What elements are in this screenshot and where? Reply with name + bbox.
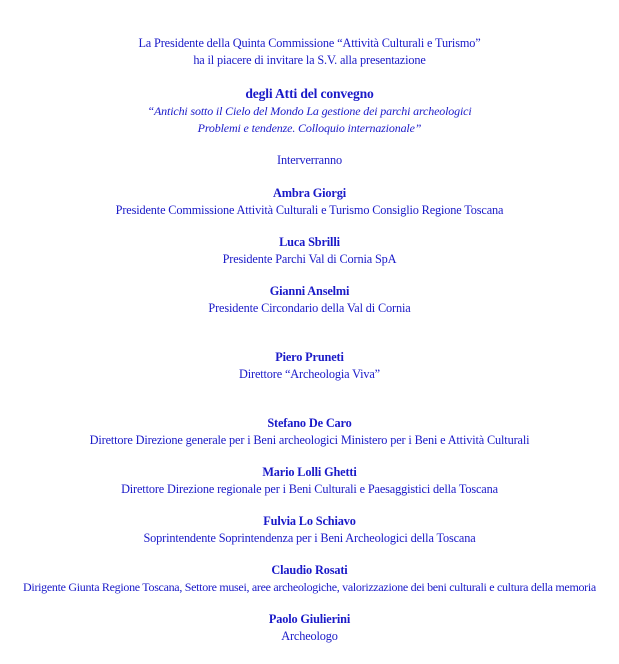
speaker-role: Direttore “Archeologia Viva” — [239, 367, 380, 381]
speaker-role: Presidente Circondario della Val di Cornia — [208, 301, 411, 315]
speaker-name: Paolo Giulierini — [268, 612, 351, 626]
speaker-role: Dirigente Giunta Regione Toscana, Settore musei, aree archeologiche, valorizzazione dei beni culturali e cultura della memoria — [23, 580, 596, 594]
event-subtitle-line-1: “Antichi sotto il Cielo del Mondo La gestione dei parchi archeologici — [147, 104, 472, 118]
speaker-role: Archeologo — [281, 629, 338, 643]
event-subtitle-line-2: Problemi e tendenze. Colloquio internazionale” — [197, 121, 422, 135]
speaker-name: Gianni Anselmi — [269, 284, 350, 298]
speaker-role: Presidente Commissione Attività Culturali e Turismo Consiglio Regione Toscana — [115, 203, 504, 217]
speaker-role: Soprintendente Soprintendenza per i Beni Archeologici della Toscana — [143, 531, 476, 545]
speaker-name: Claudio Rosati — [271, 563, 348, 577]
speakers-intro: Interverranno — [277, 153, 342, 167]
speaker-name: Ambra Giorgi — [273, 186, 346, 200]
speaker-role: Direttore Direzione generale per i Beni archeologici Ministero per i Beni e Attività Culturali — [89, 433, 530, 447]
speaker-name: Piero Pruneti — [275, 350, 344, 364]
speaker-name: Mario Lolli Ghetti — [262, 465, 357, 479]
speaker-name: Fulvia Lo Schiavo — [263, 514, 356, 528]
event-heading: degli Atti del convegno — [245, 86, 374, 101]
speaker-role: Direttore Direzione regionale per i Beni Culturali e Paesaggistici della Toscana — [121, 482, 498, 496]
speaker-role: Presidente Parchi Val di Cornia SpA — [222, 252, 397, 266]
invitation-line-2: ha il piacere di invitare la S.V. alla presentazione — [193, 53, 426, 67]
speaker-name: Stefano De Caro — [267, 416, 352, 430]
invitation-line-1: La Presidente della Quinta Commissione “Attività Culturali e Turismo” — [138, 36, 481, 50]
speaker-name: Luca Sbrilli — [279, 235, 340, 249]
